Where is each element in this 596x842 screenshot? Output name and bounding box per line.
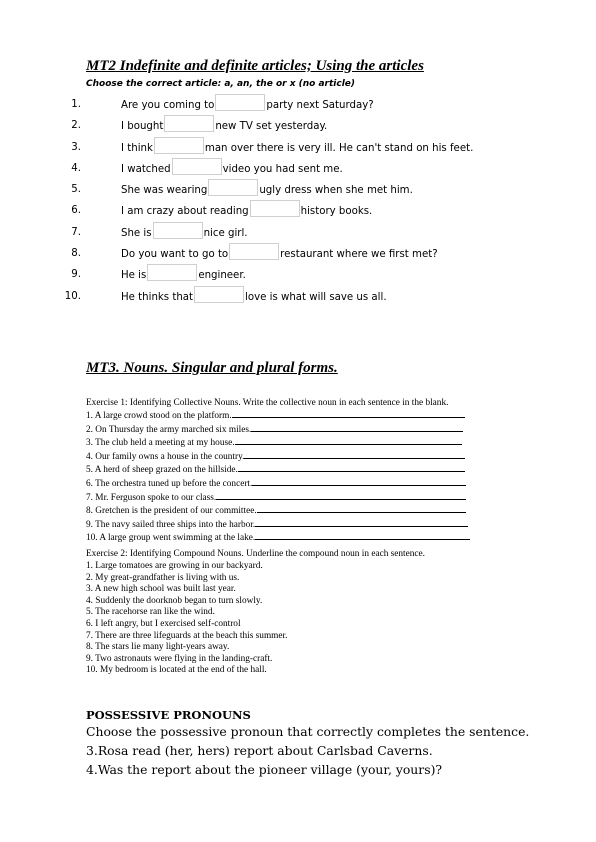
sentence-text: 9. The navy sailed three ships into the harbor. xyxy=(86,519,256,530)
answer-blank[interactable] xyxy=(216,491,466,500)
item-text-after: ugly dress when she met him. xyxy=(259,185,413,197)
compound-noun-item: 10. My bedroom is located at the end of the hall. xyxy=(86,665,267,676)
article-answer-box[interactable] xyxy=(208,179,258,196)
article-item xyxy=(0,179,560,200)
item-text-before: I am crazy about reading xyxy=(121,206,249,218)
exercise1-instruction: Exercise 1: Identifying Collective Nouns. Write the collective noun in each sentence in the blank. xyxy=(86,398,449,408)
answer-blank[interactable] xyxy=(232,409,465,418)
article-item xyxy=(0,158,560,179)
item-text-after: new TV set yesterday. xyxy=(215,121,328,133)
item-text-before: I think xyxy=(121,142,153,154)
article-item xyxy=(0,222,560,243)
compound-noun-item: 5. The racehorse ran like the wind. xyxy=(86,607,215,618)
exercise2-list xyxy=(86,561,287,677)
possessive-heading: POSSESSIVE PRONOUNS xyxy=(86,708,251,722)
article-answer-box[interactable] xyxy=(250,200,300,217)
collective-noun-item xyxy=(86,504,470,518)
item-text-after: restaurant where we first met? xyxy=(280,249,438,261)
article-item xyxy=(0,94,560,115)
answer-blank[interactable] xyxy=(238,463,465,472)
compound-noun-item: 9. Two astronauts were flying in the landing-craft. xyxy=(86,653,273,664)
article-item xyxy=(0,115,560,136)
article-answer-box[interactable] xyxy=(153,222,203,239)
item-number: 8. xyxy=(71,248,81,260)
answer-blank[interactable] xyxy=(252,477,466,486)
answer-blank[interactable] xyxy=(251,423,463,432)
mt2-exercise-list xyxy=(0,94,560,307)
compound-noun-item: 3. A new high school was built last year. xyxy=(86,584,236,595)
answer-blank[interactable] xyxy=(255,531,470,540)
article-answer-box[interactable] xyxy=(194,286,244,303)
item-text-before: He thinks that xyxy=(121,291,194,303)
possessive-instruction: Choose the possessive pronoun that correctly completes the sentence. xyxy=(86,724,530,739)
item-text-before: He is xyxy=(121,270,147,282)
collective-noun-item xyxy=(86,518,470,532)
collective-noun-item xyxy=(86,491,470,505)
compound-noun-item: 8. The stars lie many light-years away. xyxy=(86,642,230,653)
collective-noun-item xyxy=(86,436,470,450)
compound-noun-item: 7. There are three lifeguards at the beach this summer. xyxy=(86,630,288,641)
collective-noun-item xyxy=(86,423,470,437)
item-text-after: love is what will save us all. xyxy=(245,291,387,303)
item-number: 5. xyxy=(71,184,81,196)
exercise2-instruction: Exercise 2: Identifying Compound Nouns. Underline the compound noun in each sentence. xyxy=(86,549,425,559)
mt2-instruction: Choose the correct article: a, an, the or x (no article) xyxy=(86,79,356,89)
answer-blank[interactable] xyxy=(244,450,465,459)
article-item xyxy=(0,286,560,307)
item-text-after: party next Saturday? xyxy=(266,100,374,111)
item-text-before: Are you coming to xyxy=(121,100,215,111)
article-answer-box[interactable] xyxy=(215,94,265,111)
sentence-text: 5. A herd of sheep grazed on the hillside. xyxy=(86,465,238,476)
item-number: 1. xyxy=(71,99,81,110)
article-answer-box[interactable] xyxy=(147,264,197,281)
item-text-before: She is xyxy=(121,227,152,239)
sentence-text: 10. A large group went swimming at the lake. xyxy=(86,533,256,544)
article-item xyxy=(0,200,560,221)
article-item xyxy=(0,264,560,285)
collective-noun-item xyxy=(86,463,470,477)
sentence-text: 4. Our family owns a house in the country. xyxy=(86,451,245,462)
article-answer-box[interactable] xyxy=(172,158,222,175)
exercise1-list xyxy=(86,409,470,545)
compound-noun-item: 1. Large tomatoes are growing in our backyard. xyxy=(86,561,263,571)
item-text-before: I watched xyxy=(121,163,171,175)
item-text-after: man over there is very ill. He can't stand on his feet. xyxy=(204,142,474,154)
collective-noun-item xyxy=(86,477,470,491)
item-number: 2. xyxy=(71,120,81,132)
mt2-title: MT2 Indefinite and definite articles; Using the articles xyxy=(86,58,424,74)
article-answer-box[interactable] xyxy=(229,243,279,260)
article-item xyxy=(0,137,560,158)
article-answer-box[interactable] xyxy=(154,137,204,154)
item-text-after: engineer. xyxy=(198,270,246,282)
item-text-before: I bought xyxy=(121,121,164,133)
item-text-before: Do you want to go to xyxy=(121,249,229,261)
mt3-title: MT3. Nouns. Singular and plural forms. xyxy=(86,360,338,376)
item-text-before: She was wearing xyxy=(121,185,208,197)
item-number: 7. xyxy=(71,226,81,238)
compound-noun-item: 2. My great-grandfather is living with us. xyxy=(86,572,240,583)
item-number: 9. xyxy=(71,269,81,281)
item-text-after: nice girl. xyxy=(203,227,248,239)
compound-noun-item: 6. I left angry, but I exercised self-control xyxy=(86,618,241,629)
sentence-text: 7. Mr. Ferguson spoke to our class. xyxy=(86,492,217,503)
item-number: 4. xyxy=(71,162,81,174)
item-number: 6. xyxy=(71,205,81,217)
collective-noun-item xyxy=(86,409,470,423)
item-number: 10. xyxy=(64,290,81,302)
collective-noun-item xyxy=(86,450,470,464)
sentence-text: 6. The orchestra tuned up before the concert. xyxy=(86,478,253,489)
item-text-after: history books. xyxy=(300,206,373,218)
collective-noun-item xyxy=(86,531,470,545)
answer-blank[interactable] xyxy=(255,518,468,527)
sentence-text: 2. On Thursday the army marched six miles. xyxy=(86,424,252,435)
sentence-text: 3. The club held a meeting at my house. xyxy=(86,438,235,449)
answer-blank[interactable] xyxy=(257,504,466,513)
sentence-text: 8. Gretchen is the president of our committee. xyxy=(86,506,257,517)
item-number: 3. xyxy=(71,141,81,153)
article-answer-box[interactable] xyxy=(164,115,214,132)
possessive-item-4: 4.Was the report about the pioneer village (your, yours)? xyxy=(86,762,443,777)
answer-blank[interactable] xyxy=(235,436,462,445)
sentence-text: 1. A large crowd stood on the platform. xyxy=(86,411,232,421)
item-text-after: video you had sent me. xyxy=(222,163,343,175)
compound-noun-item: 4. Suddenly the doorknob began to turn slowly. xyxy=(86,595,263,606)
possessive-item-3: 3.Rosa read (her, hers) report about Carlsbad Caverns. xyxy=(86,743,433,758)
article-item xyxy=(0,243,560,264)
